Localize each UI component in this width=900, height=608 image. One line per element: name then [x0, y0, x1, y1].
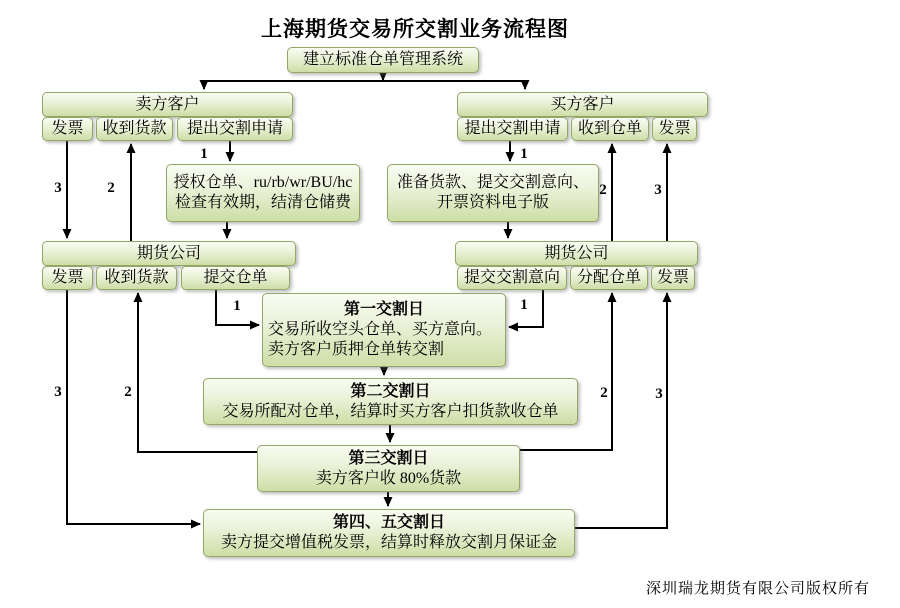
node-seller-broker-payment-label: 收到货款 — [104, 269, 169, 286]
step-label-day1-left: 1 — [233, 298, 241, 314]
step-label-day3-right: 2 — [600, 385, 608, 401]
node-buyer-apply-label: 提出交割申请 — [464, 120, 561, 137]
node-buyer-prep — [387, 164, 599, 222]
node-day3-line1: 卖方客户收 80%货款 — [315, 469, 462, 487]
node-seller-broker-invoice — [42, 266, 93, 290]
node-buyer-broker-allocate-label: 分配仓单 — [576, 269, 641, 286]
step-label-day45-right: 3 — [655, 386, 663, 402]
step-label-day45-left: 3 — [54, 384, 62, 400]
step-label-buyer-3: 3 — [654, 182, 662, 198]
node-day3 — [257, 445, 520, 492]
node-buyer-broker-intent-label: 提交交割意向 — [463, 269, 560, 286]
node-day45 — [203, 509, 575, 557]
node-buyer-receipt-label: 收到仓单 — [577, 120, 642, 137]
step-label-buyer-1: 1 — [520, 146, 528, 162]
node-buyer-broker-header-label: 期货公司 — [544, 244, 609, 262]
node-seller-broker-submit-label: 提交仓单 — [203, 269, 268, 286]
node-seller-prep — [166, 164, 360, 222]
node-seller-apply — [177, 117, 293, 141]
node-seller-payment-label: 收到货款 — [102, 120, 167, 137]
copyright-text: 深圳瑞龙期货有限公司版权所有 — [645, 581, 870, 597]
node-seller-broker-submit — [181, 266, 290, 290]
node-system — [287, 47, 479, 73]
node-buyer-header-label: 买方客户 — [550, 95, 615, 113]
node-buyer-receipt — [571, 117, 649, 141]
node-system-label: 建立标准仓单管理系统 — [302, 51, 463, 68]
node-seller-prep-line1: 授权仓单、ru/rb/wr/BU/hc — [173, 174, 353, 191]
node-seller-broker-payment — [96, 266, 177, 290]
node-seller-broker-header-label: 期货公司 — [136, 244, 201, 262]
node-buyer-broker-header — [455, 241, 698, 266]
node-buyer-invoice — [652, 117, 697, 141]
node-day45-line1: 卖方提交增值税发票，结算时释放交割月保证金 — [220, 534, 557, 551]
node-seller-header — [42, 92, 293, 117]
node-buyer-prep-line2: 开票资料电子版 — [436, 194, 549, 211]
step-label-seller-1: 1 — [200, 146, 208, 162]
arrow-day3-allocate — [520, 293, 612, 450]
step-label-buyer-2: 2 — [599, 182, 607, 198]
node-buyer-prep-line1: 准备货款、提交交割意向、 — [396, 174, 589, 191]
node-seller-payment — [96, 117, 173, 141]
step-label-seller-3: 3 — [54, 180, 62, 196]
node-day1-line1: 交易所收空头仓单、买方意向。 — [268, 321, 493, 338]
arrow-invoice-day45 — [67, 290, 200, 524]
step-label-day1-right: 1 — [520, 297, 528, 313]
node-seller-apply-label: 提出交割申请 — [186, 120, 283, 137]
node-buyer-broker-intent — [457, 266, 567, 290]
node-seller-prep-line2: 检查有效期，结清仓储费 — [174, 194, 351, 211]
node-day3-title: 第三交割日 — [348, 449, 429, 467]
step-label-day3-left: 2 — [124, 384, 132, 400]
node-day1-line2: 卖方客户质押仓单转交割 — [268, 341, 445, 358]
node-buyer-apply — [457, 117, 568, 141]
node-day2-title: 第二交割日 — [350, 382, 431, 400]
arrow-day3-payment — [138, 293, 257, 452]
node-buyer-broker-allocate — [570, 266, 648, 290]
node-day1-title: 第一交割日 — [343, 301, 424, 318]
node-buyer-broker-invoice-label: 发票 — [656, 269, 689, 286]
page-title: 上海期货交易所交割业务流程图 — [261, 17, 569, 41]
node-buyer-header — [457, 92, 708, 117]
arrow-day45-invoice — [575, 293, 667, 528]
node-seller-invoice — [42, 117, 93, 141]
node-day2-line1: 交易所配对仓单，结算时买方客户扣货款收仓单 — [222, 402, 559, 420]
node-seller-invoice-label: 发票 — [51, 120, 84, 137]
node-day45-title: 第四、五交割日 — [332, 514, 445, 531]
node-seller-broker-invoice-label: 发票 — [51, 269, 84, 286]
node-seller-header-label: 卖方客户 — [135, 95, 200, 113]
node-day2 — [203, 378, 578, 425]
step-label-seller-2: 2 — [107, 180, 115, 196]
node-buyer-broker-invoice — [651, 266, 695, 290]
node-seller-broker-header — [42, 241, 296, 266]
node-day1 — [262, 293, 506, 367]
node-buyer-invoice-label: 发票 — [658, 120, 691, 137]
